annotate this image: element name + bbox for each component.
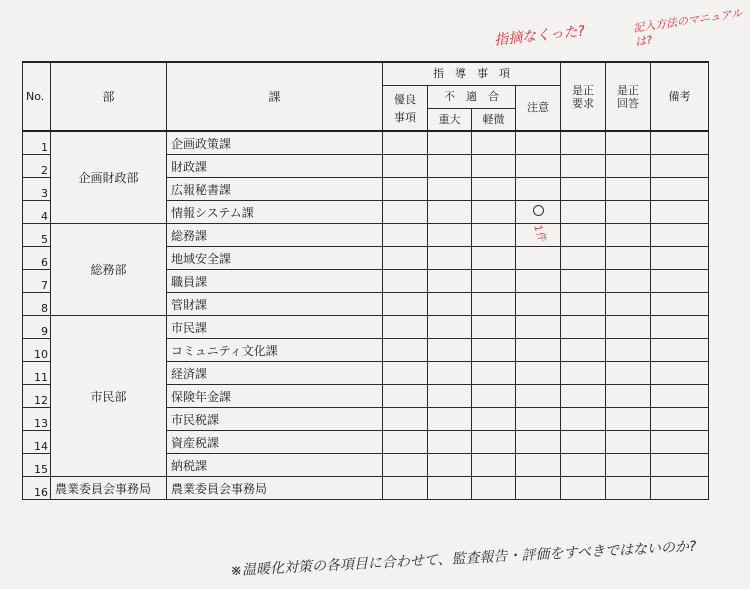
header-correction-request — [561, 62, 606, 131]
section-cell: 市民税課 — [167, 408, 383, 431]
header-minor: 軽微 — [472, 108, 516, 131]
section-cell: 企画政策課 — [167, 131, 383, 155]
row-no: 10 — [23, 339, 51, 362]
circle-mark-icon — [533, 205, 544, 216]
section-cell: 総務課 — [167, 224, 383, 247]
section-cell: 市民課 — [167, 316, 383, 339]
row-no: 7 — [23, 270, 51, 293]
header-correction-request-line2: 要求 — [572, 96, 594, 110]
section-cell: 地域安全課 — [167, 247, 383, 270]
handwritten-note-bottom: ※温暖化対策の各項目に合わせて、監査報告・評価をすべきではないのか? — [229, 538, 697, 580]
row-no: 15 — [23, 454, 51, 477]
section-cell: 保険年金課 — [167, 385, 383, 408]
row-no: 14 — [23, 431, 51, 454]
header-guidance: 指 導 事 項 — [383, 62, 561, 85]
handwritten-note-top-left: 指摘なくった? — [493, 23, 586, 49]
section-cell: コミュニティ文化課 — [167, 339, 383, 362]
header-correction-reply-line2: 回答 — [617, 96, 639, 110]
header-section: 課 — [167, 62, 383, 131]
department-cell: 総務部 — [51, 224, 167, 316]
header-excellent-line2: 事項 — [394, 111, 416, 125]
department-cell: 企画財政部 — [51, 131, 167, 224]
table-row — [23, 477, 709, 500]
header-remarks: 備考 — [651, 62, 709, 131]
section-cell: 財政課 — [167, 155, 383, 178]
department-cell: 農業委員会事務局 — [51, 477, 167, 500]
header-major: 重大 — [428, 108, 472, 131]
row-no: 8 — [23, 293, 51, 316]
section-cell: 農業委員会事務局 — [167, 477, 383, 500]
header-no: No. — [23, 62, 51, 131]
row-no: 12 — [23, 385, 51, 408]
row-no: 6 — [23, 247, 51, 270]
header-nonconform: 不 適 合 — [428, 85, 516, 108]
section-cell: 職員課 — [167, 270, 383, 293]
header-excellent-line1: 優良 — [394, 93, 416, 107]
table-row — [23, 316, 709, 339]
header-caution: 注意 — [516, 85, 561, 131]
section-cell: 広報秘書課 — [167, 178, 383, 201]
section-cell: 経済課 — [167, 362, 383, 385]
section-cell: 資産税課 — [167, 431, 383, 454]
handwritten-note-top-right-text: 記入方法のマニュアルは? — [632, 6, 743, 49]
row-no: 1 — [23, 131, 51, 155]
header-correction-request-line1: 是正 — [572, 83, 594, 97]
row-no: 4 — [23, 201, 51, 224]
header-department: 部 — [51, 62, 167, 131]
header-correction-reply-line1: 是正 — [617, 83, 639, 97]
audit-table — [22, 61, 709, 500]
row-no: 11 — [23, 362, 51, 385]
row-no: 9 — [23, 316, 51, 339]
handwritten-note-caution: 1件 — [531, 223, 548, 243]
section-cell: 納税課 — [167, 454, 383, 477]
section-cell: 情報システム課 — [167, 201, 383, 224]
section-cell: 管財課 — [167, 293, 383, 316]
handwritten-note-top-right — [633, 6, 748, 49]
row-no: 13 — [23, 408, 51, 431]
header-correction-reply — [606, 62, 651, 131]
table-row — [23, 131, 709, 155]
header-excellent — [383, 85, 428, 131]
row-no: 5 — [23, 224, 51, 247]
row-no: 16 — [23, 477, 51, 500]
department-cell: 市民部 — [51, 316, 167, 477]
row-no: 2 — [23, 155, 51, 178]
table-row — [23, 224, 709, 247]
row-no: 3 — [23, 178, 51, 201]
caution-mark-cell — [516, 201, 561, 224]
